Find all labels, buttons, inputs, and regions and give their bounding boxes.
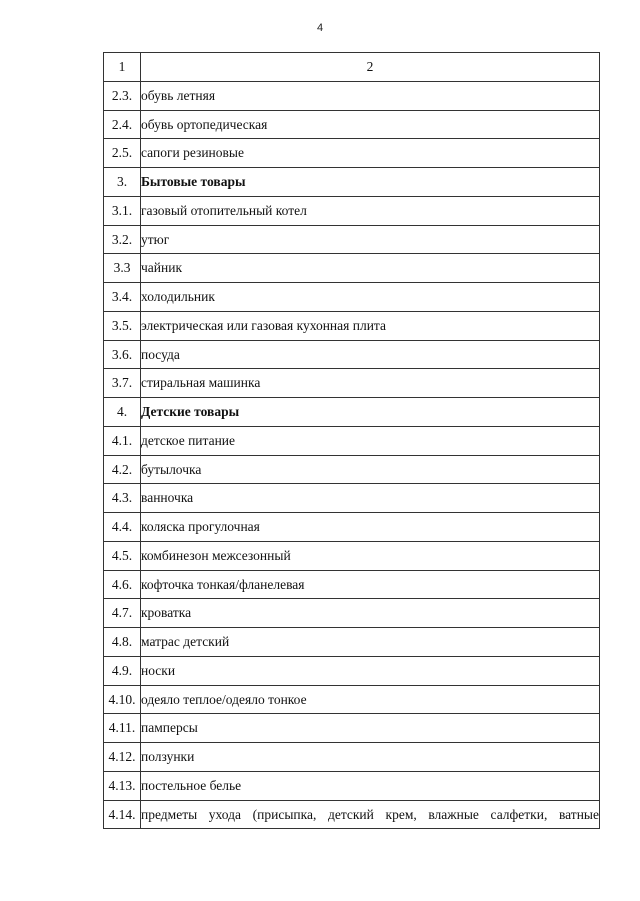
table-row <box>104 225 600 254</box>
row-number: 4.10. <box>104 685 141 714</box>
item-name: чайник <box>141 254 600 283</box>
table-row <box>104 283 600 312</box>
row-number: 3.4. <box>104 283 141 312</box>
item-name: постельное белье <box>141 771 600 800</box>
header-col-2: 2 <box>141 53 600 82</box>
item-name: бутылочка <box>141 455 600 484</box>
table-row <box>104 110 600 139</box>
goods-table <box>103 52 600 829</box>
section-row <box>104 398 600 427</box>
row-number: 4.14. <box>104 800 141 829</box>
row-number: 3.3 <box>104 254 141 283</box>
table-row <box>104 81 600 110</box>
item-name: холодильник <box>141 283 600 312</box>
row-number: 2.5. <box>104 139 141 168</box>
row-number: 4.4. <box>104 513 141 542</box>
table-row <box>104 340 600 369</box>
item-name: ванночка <box>141 484 600 513</box>
section-row <box>104 168 600 197</box>
row-number: 3.6. <box>104 340 141 369</box>
row-number: 3.5. <box>104 311 141 340</box>
item-name: детское питание <box>141 426 600 455</box>
item-name: утюг <box>141 225 600 254</box>
table-row <box>104 426 600 455</box>
row-number: 4.8. <box>104 628 141 657</box>
item-name: кроватка <box>141 599 600 628</box>
item-name: одеяло теплое/одеяло тонкое <box>141 685 600 714</box>
table-row <box>104 484 600 513</box>
table-row <box>104 311 600 340</box>
item-name: газовый отопительный котел <box>141 196 600 225</box>
row-number: 4.5. <box>104 541 141 570</box>
section-title: Детские товары <box>141 398 600 427</box>
row-number: 3.7. <box>104 369 141 398</box>
section-title: Бытовые товары <box>141 168 600 197</box>
table-row <box>104 771 600 800</box>
page-number: 4 <box>316 22 324 34</box>
item-name: стиральная машинка <box>141 369 600 398</box>
header-col-1: 1 <box>104 53 141 82</box>
table-row <box>104 541 600 570</box>
row-number: 4. <box>104 398 141 427</box>
item-name: предметы ухода (присыпка, детский крем, влажные салфетки, ватные <box>141 800 600 829</box>
table-row <box>104 800 600 829</box>
row-number: 2.4. <box>104 110 141 139</box>
item-name: обувь ортопедическая <box>141 110 600 139</box>
row-number: 4.9. <box>104 656 141 685</box>
table-header-row <box>104 53 600 82</box>
table-row <box>104 139 600 168</box>
item-name: носки <box>141 656 600 685</box>
row-number: 4.3. <box>104 484 141 513</box>
item-name: обувь летняя <box>141 81 600 110</box>
row-number: 4.1. <box>104 426 141 455</box>
row-number: 3.1. <box>104 196 141 225</box>
table-row <box>104 628 600 657</box>
table-row <box>104 254 600 283</box>
table-row <box>104 570 600 599</box>
item-name: комбинезон межсезонный <box>141 541 600 570</box>
row-number: 4.6. <box>104 570 141 599</box>
row-number: 4.13. <box>104 771 141 800</box>
item-name: ползунки <box>141 743 600 772</box>
row-number: 2.3. <box>104 81 141 110</box>
item-name: электрическая или газовая кухонная плита <box>141 311 600 340</box>
row-number: 3.2. <box>104 225 141 254</box>
table-row <box>104 599 600 628</box>
row-number: 4.2. <box>104 455 141 484</box>
item-name: посуда <box>141 340 600 369</box>
row-number: 3. <box>104 168 141 197</box>
row-number: 4.12. <box>104 743 141 772</box>
table-row <box>104 743 600 772</box>
table-row <box>104 369 600 398</box>
table-row <box>104 714 600 743</box>
item-name: памперсы <box>141 714 600 743</box>
table-row <box>104 656 600 685</box>
item-name: сапоги резиновые <box>141 139 600 168</box>
table-row <box>104 455 600 484</box>
row-number: 4.11. <box>104 714 141 743</box>
item-name: коляска прогулочная <box>141 513 600 542</box>
table-row <box>104 513 600 542</box>
goods-table-body <box>104 53 600 829</box>
row-number: 4.7. <box>104 599 141 628</box>
table-row <box>104 196 600 225</box>
item-name: кофточка тонкая/фланелевая <box>141 570 600 599</box>
item-name: матрас детский <box>141 628 600 657</box>
table-row <box>104 685 600 714</box>
